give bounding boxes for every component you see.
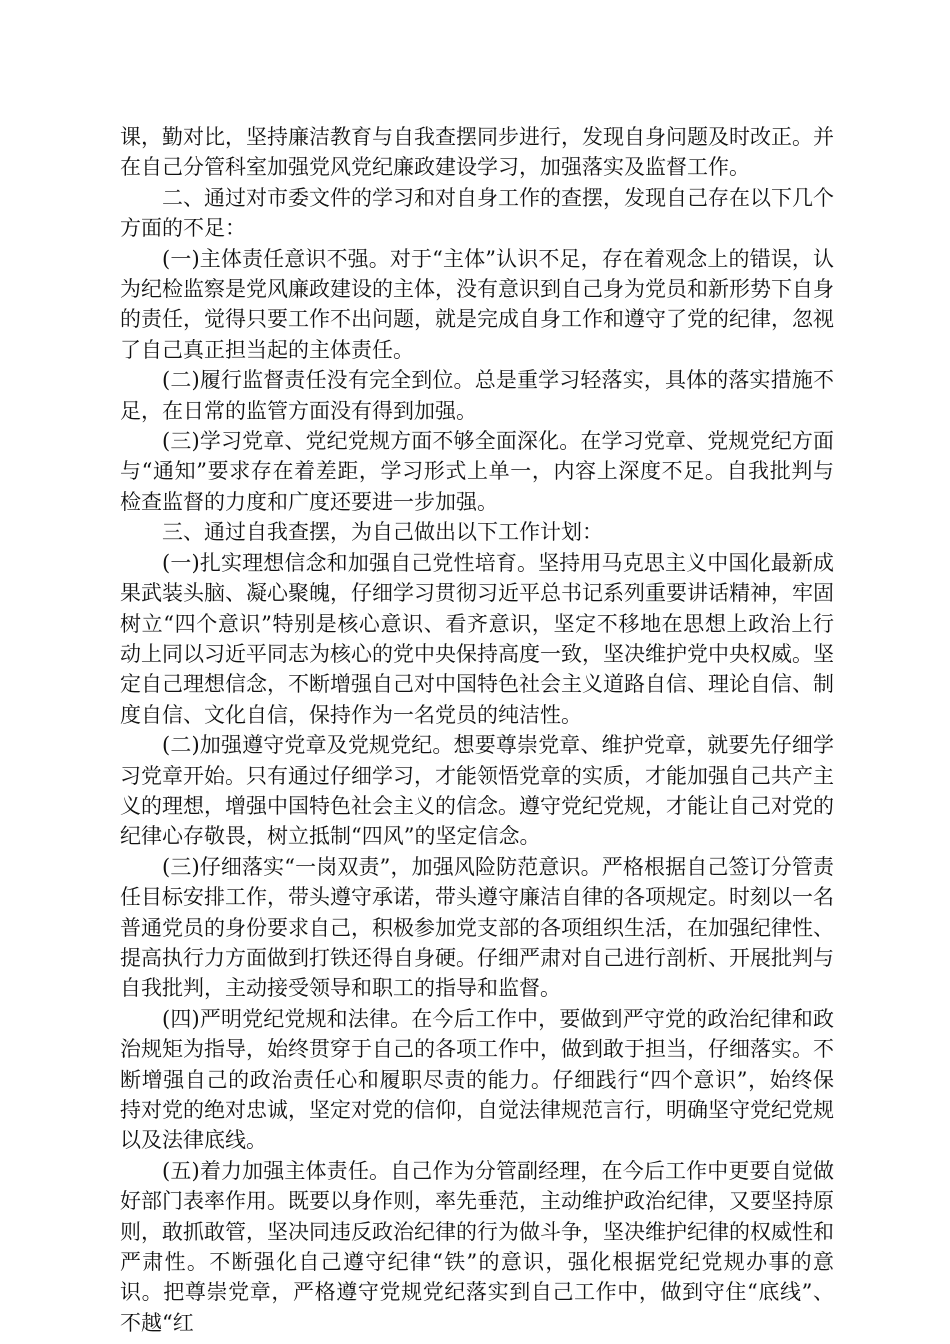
paragraph-continuation: 课，勤对比，坚持廉洁教育与自我查摆同步进行，发现自身问题及时改正。并在自己分管科室加强党风党纪廉政建设学习，加强落实及监督工作。 [120, 125, 834, 180]
plan-item-1: (一)扎实理想信念和加强自己党性培育。坚持用马克思主义中国化最新成果武装头脑、凝心聚魄，仔细学习贯彻习近平总书记系列重要讲话精神，牢固树立“四个意识”特别是核心意识、看齐意识，坚定不移地在思想上政治上行动上同以习近平同志为核心的党中央保持高度一致，坚决维护党中央权威。坚定自己理想信念，不断增强自己对中国特色社会主义道路自信、理论自信、制度自信、文化自信，保持作为一名党员的纯洁性。 [120, 550, 834, 727]
plan-item-5: (五)着力加强主体责任。自己作为分管副经理，在今后工作中更要自觉做好部门表率作用。既要以身作则，率先垂范，主动维护政治纪律，又要坚持原则，敢抓敢管，坚决同违反政治纪律的行为做斗争，坚决维护纪律的权威性和严肃性。不断强化自己遵守纪律“铁”的意识，强化根据党纪党规办事的意识。把尊崇党章，严格遵守党规党纪落实到自己工作中，做到守住“底线”、不越“红 [120, 1158, 834, 1335]
shortcoming-item-2: (二)履行监督责任没有完全到位。总是重学习轻落实，具体的落实措施不足，在日常的监管方面没有得到加强。 [120, 368, 834, 423]
shortcoming-item-3: (三)学习党章、党纪党规方面不够全面深化。在学习党章、党规党纪方面与“通知”要求存在着差距，学习形式上单一，内容上深度不足。自我批判与检查监督的力度和广度还要进一步加强。 [120, 429, 834, 514]
document-page [120, 122, 834, 1338]
plan-item-2: (二)加强遵守党章及党规党纪。想要尊崇党章、维护党章，就要先仔细学习党章开始。只有通过仔细学习，才能领悟党章的实质，才能加强自己共产主义的理想，增强中国特色社会主义的信念。遵守党纪党规，才能让自己对党的纪律心存敬畏，树立抵制“四风”的坚定信念。 [120, 733, 834, 849]
section-two-heading: 二、通过对市委文件的学习和对自身工作的查摆，发现自己存在以下几个方面的不足： [120, 185, 834, 241]
shortcoming-item-1: (一)主体责任意识不强。对于“主体”认识不足，存在着观念上的错误，认为纪检监察是党风廉政建设的主体，没有意识到自己身为党员和新形势下自身的责任，觉得只要工作不出问题，就是完成自身工作和遵守了党的纪律，忽视了自己真正担当起的主体责任。 [120, 246, 834, 362]
plan-item-3: (三)仔细落实“一岗双责”，加强风险防范意识。严格根据自己签订分管责任目标安排工作，带头遵守承诺，带头遵守廉洁自律的各项规定。时刻以一名普通党员的身份要求自己，积极参加党支部的各项组织生活，在加强纪律性、提高执行力方面做到打铁还得自身硬。仔细严肃对自己进行剖析、开展批判与自我批判，主动接受领导和职工的指导和监督。 [120, 854, 834, 1001]
plan-item-4: (四)严明党纪党规和法律。在今后工作中，要做到严守党的政治纪律和政治规矩为指导，始终贯穿于自己的各项工作中，做到敢于担当，仔细落实。不断增强自己的政治责任心和履职尽责的能力。仔细践行“四个意识”，始终保持对党的绝对忠诚，坚定对党的信仰，自觉法律规范言行，明确坚守党纪党规以及法律底线。 [120, 1006, 834, 1153]
section-three-heading: 三、通过自我查摆，为自己做出以下工作计划： [162, 520, 603, 545]
